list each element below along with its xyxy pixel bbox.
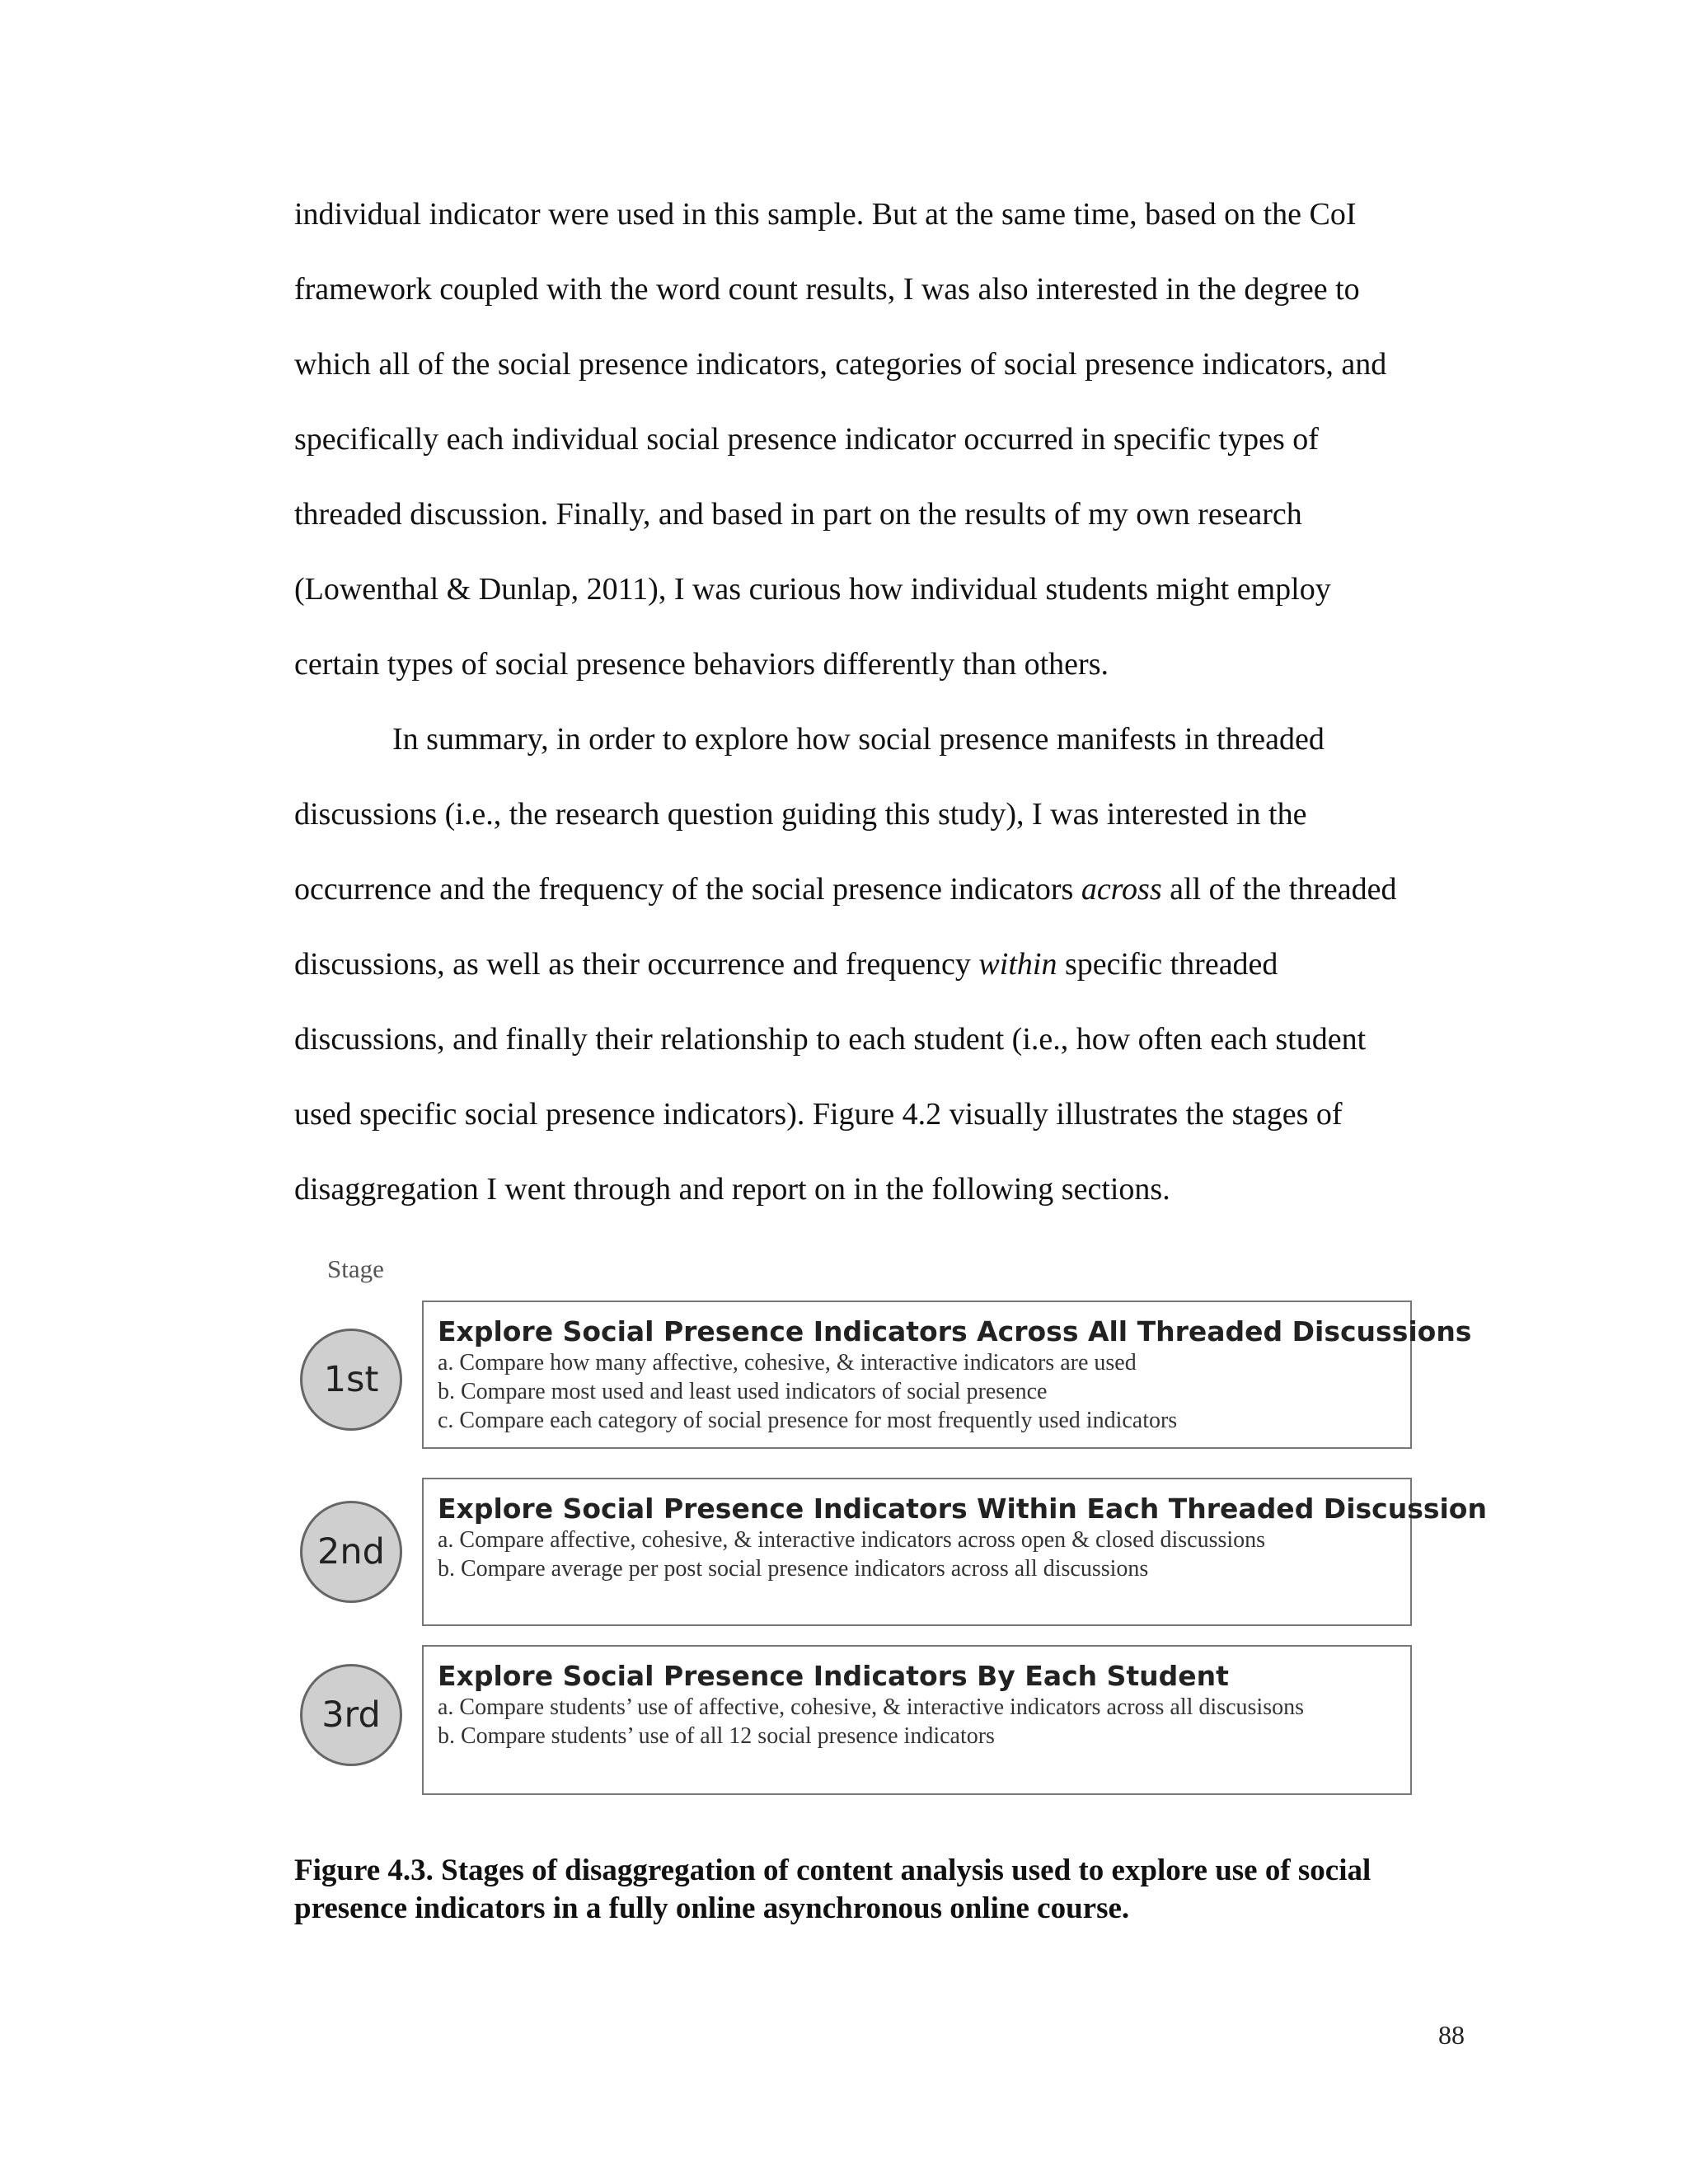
stage-box-2 xyxy=(422,1478,1487,1626)
body-text-line: threaded discussion. Finally, and based in part on the results of my own research xyxy=(294,497,1302,532)
body-text-line: which all of the social presence indicators, categories of social presence indicators, and xyxy=(294,347,1387,382)
body-text-line: disaggregation I went through and report on in the following sections. xyxy=(294,1172,1170,1207)
stage-badge-1st: 1st xyxy=(300,1329,402,1431)
emphasis-across: across xyxy=(1081,872,1162,907)
stage-item: b. Compare most used and least used indicators of social presence xyxy=(438,1379,1048,1404)
figure-caption-line: Figure 4.3. Stages of disaggregation of content analysis used to explore use of social xyxy=(294,1854,1372,1887)
figure-stage-label: Stage xyxy=(327,1254,384,1283)
text-span: discussions, as well as their occurrence and frequency xyxy=(294,947,979,982)
stage-item: b. Compare students’ use of all 12 social presence indicators xyxy=(438,1723,995,1749)
body-text-line: used specific social presence indicators). Figure 4.2 visually illustrates the stages of xyxy=(294,1097,1343,1132)
body-text-line xyxy=(294,945,1278,983)
stage-title: Explore Social Presence Indicators By Each Student xyxy=(438,1660,1229,1692)
text-span: occurrence and the frequency of the social presence indicators xyxy=(294,872,1081,907)
body-text-line: In summary, in order to explore how social presence manifests in threaded xyxy=(392,722,1325,757)
stage-box-1 xyxy=(422,1301,1472,1449)
stage-title: Explore Social Presence Indicators Within Each Threaded Discussion xyxy=(438,1493,1487,1525)
stage-item: c. Compare each category of social presence for most frequently used indicators xyxy=(438,1408,1178,1433)
figure-caption-line: presence indicators in a fully online asynchronous online course. xyxy=(294,1891,1130,1925)
body-text-line: individual indicator were used in this sample. But at the same time, based on the CoI xyxy=(294,197,1357,232)
body-text-line: (Lowenthal & Dunlap, 2011), I was curious how individual students might employ xyxy=(294,572,1331,607)
text-span: specific threaded xyxy=(1057,947,1278,982)
stage-badge-2nd: 2nd xyxy=(300,1501,402,1603)
stage-item: a. Compare students’ use of affective, cohesive, & interactive indicators across all discusisons xyxy=(438,1694,1304,1720)
stage-title: Explore Social Presence Indicators Across All Threaded Discussions xyxy=(438,1315,1472,1347)
stage-item: a. Compare affective, cohesive, & interactive indicators across open & closed discussions xyxy=(438,1527,1266,1553)
stage-badge-3rd: 3rd xyxy=(300,1664,402,1766)
body-text-line xyxy=(294,870,1397,908)
body-text-line: discussions, and finally their relationship to each student (i.e., how often each student xyxy=(294,1022,1367,1057)
body-text-line: certain types of social presence behaviors differently than others. xyxy=(294,647,1109,682)
stage-item: b. Compare average per post social presence indicators across all discussions xyxy=(438,1556,1149,1582)
body-text-line: framework coupled with the word count results, I was also interested in the degree to xyxy=(294,272,1360,307)
body-text-line: specifically each individual social presence indicator occurred in specific types of xyxy=(294,422,1319,457)
page-number: 88 xyxy=(1438,2020,1465,2050)
body-text-line: discussions (i.e., the research question guiding this study), I was interested in the xyxy=(294,797,1307,832)
emphasis-within: within xyxy=(978,947,1057,982)
text-span: all of the threaded xyxy=(1161,872,1397,907)
stage-item: a. Compare how many affective, cohesive, & interactive indicators are used xyxy=(438,1350,1137,1376)
stage-box-3 xyxy=(422,1645,1412,1795)
